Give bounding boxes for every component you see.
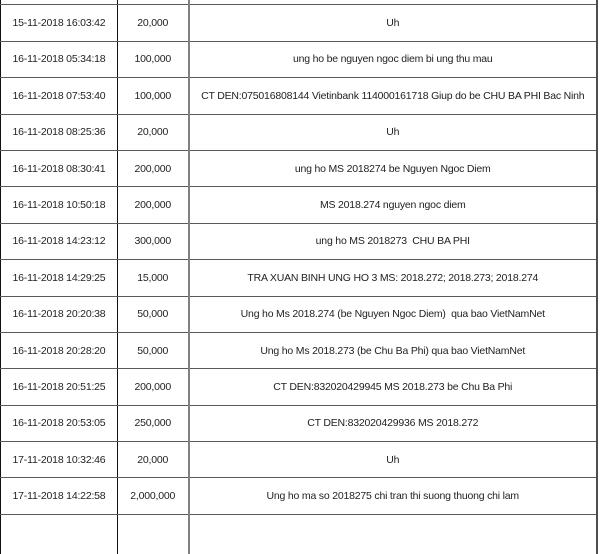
cell-datetime: 16-11-2018 05:34:18	[1, 41, 118, 77]
cell-description: ung ho be nguyen ngoc diem bi ung thu mau	[189, 41, 598, 77]
cell-description: Ung ho ma so 2018275 chi tran thi suong thuong chi lam	[189, 478, 598, 514]
table-row	[1, 114, 598, 150]
cell-description: MS 2018.274 nguyen ngoc diem	[189, 187, 598, 223]
table-row	[1, 187, 598, 223]
cell-description: Uh	[189, 5, 598, 41]
cell-datetime: 16-11-2018 20:51:25	[1, 369, 118, 405]
cell-amount: 15,000	[118, 260, 189, 296]
table-row	[1, 478, 598, 514]
cell-amount: 20,000	[118, 114, 189, 150]
cell-datetime: 16-11-2018 20:28:20	[1, 332, 118, 368]
cell-datetime: 16-11-2018 14:23:12	[1, 223, 118, 259]
cell-description: CT DEN:075016808144 Vietinbank 114000161718 Giup do be CHU BA PHI Bac Ninh	[189, 78, 598, 114]
table-row	[1, 369, 598, 405]
cell-datetime: 17-11-2018 10:32:46	[1, 442, 118, 478]
cell-amount: 200,000	[118, 369, 189, 405]
table-row	[1, 332, 598, 368]
cell-datetime: 16-11-2018 08:25:36	[1, 114, 118, 150]
transactions-table-body	[1, 0, 598, 554]
cell-description: CT DEN:832020429936 MS 2018.272	[189, 405, 598, 441]
cell-description: ung ho MS 2018273 CHU BA PHI	[189, 223, 598, 259]
cell-amount	[118, 514, 189, 554]
table-row	[1, 78, 598, 114]
cell-amount: 300,000	[118, 223, 189, 259]
cell-amount: 250,000	[118, 405, 189, 441]
cell-amount: 200,000	[118, 187, 189, 223]
cell-amount: 20,000	[118, 442, 189, 478]
cell-description: Ung ho Ms 2018.274 (be Nguyen Ngoc Diem) qua bao VietNamNet	[189, 296, 598, 332]
cell-datetime: 16-11-2018 20:53:05	[1, 405, 118, 441]
cell-datetime: 16-11-2018 10:50:18	[1, 187, 118, 223]
table-row	[1, 5, 598, 41]
table-row	[1, 296, 598, 332]
table-row	[1, 223, 598, 259]
table-row	[1, 41, 598, 77]
cell-datetime: 17-11-2018 14:22:58	[1, 478, 118, 514]
cell-datetime: 16-11-2018 08:30:41	[1, 150, 118, 186]
cell-amount: 200,000	[118, 150, 189, 186]
table-row-partial-bottom	[1, 514, 598, 554]
cell-amount: 100,000	[118, 41, 189, 77]
cell-datetime: 16-11-2018 14:29:25	[1, 260, 118, 296]
cell-datetime: 16-11-2018 20:20:38	[1, 296, 118, 332]
cell-description: Ung ho Ms 2018.273 (be Chu Ba Phi) qua bao VietNamNet	[189, 332, 598, 368]
cell-datetime	[1, 514, 118, 554]
table-row	[1, 405, 598, 441]
cell-description: Uh	[189, 442, 598, 478]
cell-amount: 2,000,000	[118, 478, 189, 514]
cell-description: ung ho MS 2018274 be Nguyen Ngoc Diem	[189, 150, 598, 186]
table-row	[1, 442, 598, 478]
cell-datetime: 16-11-2018 07:53:40	[1, 78, 118, 114]
cell-amount: 50,000	[118, 332, 189, 368]
cell-amount: 50,000	[118, 296, 189, 332]
cell-description: Uh	[189, 114, 598, 150]
cell-description	[189, 514, 598, 554]
table-row	[1, 260, 598, 296]
cell-description: CT DEN:832020429945 MS 2018.273 be Chu Ba Phi	[189, 369, 598, 405]
cell-datetime: 15-11-2018 16:03:42	[1, 5, 118, 41]
cell-amount: 20,000	[118, 5, 189, 41]
cell-amount: 100,000	[118, 78, 189, 114]
table-row	[1, 150, 598, 186]
cell-description: TRA XUAN BINH UNG HO 3 MS: 2018.272; 2018.273; 2018.274	[189, 260, 598, 296]
